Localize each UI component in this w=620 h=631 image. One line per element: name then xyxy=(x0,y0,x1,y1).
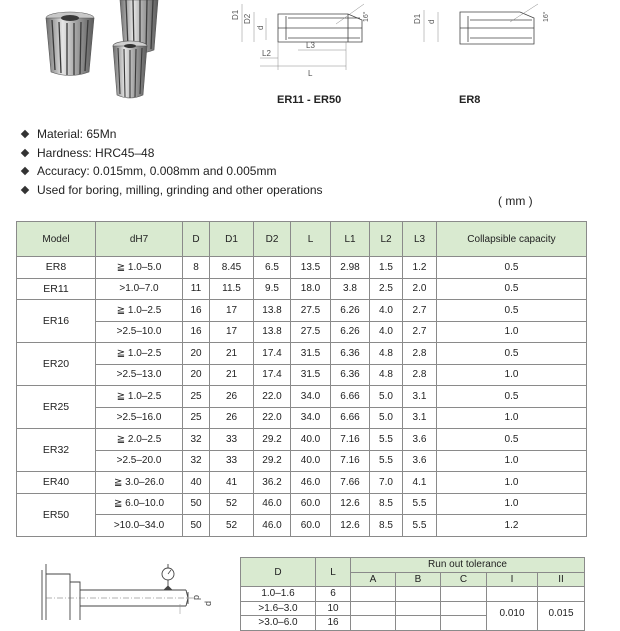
l-cell: 27.5 xyxy=(291,300,331,322)
model-cell: ER32 xyxy=(17,429,96,472)
l1-cell: 7.16 xyxy=(331,450,370,472)
runout-class-c: C xyxy=(441,572,487,587)
diamond-bullet-icon xyxy=(21,149,29,157)
bullet-usage: Used for boring, milling, grinding and other operations xyxy=(20,181,323,200)
dim-d: d xyxy=(256,25,265,30)
d1-cell: 33 xyxy=(210,450,254,472)
d-cell: 50 xyxy=(183,515,210,537)
runout-dim-p: p xyxy=(191,594,201,600)
runout-value-ii: 0.015 xyxy=(538,601,585,630)
runout-cell-d: >1.6–3.0 xyxy=(241,601,316,616)
d2-cell: 13.8 xyxy=(254,300,291,322)
l2-cell: 4.0 xyxy=(370,300,403,322)
table-row xyxy=(17,343,587,365)
d1-cell: 52 xyxy=(210,493,254,515)
l3-cell: 3.1 xyxy=(403,407,437,429)
d-cell: 16 xyxy=(183,300,210,322)
runout-cell-l: 10 xyxy=(316,601,351,616)
er8-drawing xyxy=(410,0,570,82)
l-cell: 40.0 xyxy=(291,429,331,451)
col-header-model: Model xyxy=(17,222,96,257)
d-cell: 25 xyxy=(183,407,210,429)
l3-cell: 3.1 xyxy=(403,386,437,408)
collapsible-capacity-cell: 1.0 xyxy=(437,321,587,343)
runout-cell-d: 1.0–1.6 xyxy=(241,587,316,602)
model-cell: ER20 xyxy=(17,343,96,386)
model-cell: ER8 xyxy=(17,257,96,279)
l1-cell: 2.98 xyxy=(331,257,370,279)
d-cell: 16 xyxy=(183,321,210,343)
table-row xyxy=(17,429,587,451)
model-cell: ER16 xyxy=(17,300,96,343)
l3-cell: 2.7 xyxy=(403,300,437,322)
runout-class-i: I xyxy=(487,572,538,587)
d1-cell: 8.45 xyxy=(210,257,254,279)
l-cell: 27.5 xyxy=(291,321,331,343)
runout-figure xyxy=(16,560,216,620)
collapsible-capacity-cell: 0.5 xyxy=(437,278,587,300)
runout-cell-a xyxy=(351,616,396,631)
l-cell: 31.5 xyxy=(291,364,331,386)
l3-cell: 2.8 xyxy=(403,343,437,365)
l1-cell: 6.66 xyxy=(331,386,370,408)
col-header-l3: L3 xyxy=(403,222,437,257)
l3-cell: 5.5 xyxy=(403,493,437,515)
l2-cell: 5.5 xyxy=(370,450,403,472)
l2-cell: 4.0 xyxy=(370,321,403,343)
runout-cell-b xyxy=(396,587,441,602)
d2-cell: 6.5 xyxy=(254,257,291,279)
table-row xyxy=(17,278,587,300)
d-cell: 40 xyxy=(183,472,210,494)
collapsible-capacity-cell: 1.0 xyxy=(437,407,587,429)
d1-cell: 41 xyxy=(210,472,254,494)
l1-cell: 6.26 xyxy=(331,300,370,322)
l1-cell: 7.66 xyxy=(331,472,370,494)
l-cell: 46.0 xyxy=(291,472,331,494)
l-cell: 34.0 xyxy=(291,386,331,408)
spec-bullet-list xyxy=(20,125,323,199)
collapsible-capacity-cell: 1.0 xyxy=(437,493,587,515)
dh7-cell: >10.0–34.0 xyxy=(96,515,183,537)
runout-cell-a xyxy=(351,587,396,602)
table-row xyxy=(17,386,587,408)
runout-header-row-1 xyxy=(241,558,585,573)
d2-cell: 36.2 xyxy=(254,472,291,494)
dh7-cell: >1.0–7.0 xyxy=(96,278,183,300)
collet-small xyxy=(113,41,147,98)
dim-L3: L3 xyxy=(306,41,315,50)
runout-cell-c xyxy=(441,616,487,631)
d2-cell: 17.4 xyxy=(254,364,291,386)
dh7-cell: >2.5–10.0 xyxy=(96,321,183,343)
dh7-cell: ≧ 6.0–10.0 xyxy=(96,493,183,515)
l1-cell: 12.6 xyxy=(331,493,370,515)
bullet-accuracy: Accuracy: 0.015mm, 0.008mm and 0.005mm xyxy=(20,162,323,181)
col-header-l2: L2 xyxy=(370,222,403,257)
dh7-cell: >2.5–13.0 xyxy=(96,364,183,386)
l-cell: 18.0 xyxy=(291,278,331,300)
collapsible-capacity-cell: 0.5 xyxy=(437,343,587,365)
l1-cell: 3.8 xyxy=(331,278,370,300)
d2-cell: 29.2 xyxy=(254,429,291,451)
runout-class-ii: II xyxy=(538,572,585,587)
table-row xyxy=(17,257,587,279)
l2-cell: 7.0 xyxy=(370,472,403,494)
runout-cell-l: 6 xyxy=(316,587,351,602)
d1-cell: 52 xyxy=(210,515,254,537)
collapsible-capacity-cell: 1.0 xyxy=(437,450,587,472)
table-row xyxy=(17,515,587,537)
d2-cell: 22.0 xyxy=(254,407,291,429)
l3-cell: 1.2 xyxy=(403,257,437,279)
runout-col-l: L xyxy=(316,558,351,587)
d2-cell: 29.2 xyxy=(254,450,291,472)
runout-cell-ii xyxy=(538,587,585,602)
runout-cell-l: 16 xyxy=(316,616,351,631)
bullet-hardness: Hardness: HRC45–48 xyxy=(20,144,323,163)
runout-row xyxy=(241,601,585,616)
l1-cell: 6.26 xyxy=(331,321,370,343)
table-row xyxy=(17,321,587,343)
l2-cell: 5.0 xyxy=(370,407,403,429)
runout-cell-i xyxy=(487,587,538,602)
d2-cell: 46.0 xyxy=(254,493,291,515)
dh7-cell: ≧ 2.0–2.5 xyxy=(96,429,183,451)
l3-cell: 5.5 xyxy=(403,515,437,537)
model-cell: ER40 xyxy=(17,472,96,494)
dim-L: L xyxy=(308,69,313,78)
dh7-cell: ≧ 1.0–2.5 xyxy=(96,343,183,365)
d1-cell: 21 xyxy=(210,343,254,365)
col-header-d2: D2 xyxy=(254,222,291,257)
l3-cell: 2.0 xyxy=(403,278,437,300)
col-header-dh7: dH7 xyxy=(96,222,183,257)
d-cell: 11 xyxy=(183,278,210,300)
runout-class-b: B xyxy=(396,572,441,587)
l1-cell: 6.36 xyxy=(331,343,370,365)
runout-class-a: A xyxy=(351,572,396,587)
runout-cell-a xyxy=(351,601,396,616)
runout-value-i: 0.010 xyxy=(487,601,538,630)
l-cell: 60.0 xyxy=(291,515,331,537)
d1-cell: 21 xyxy=(210,364,254,386)
dh7-cell: ≧ 1.0–2.5 xyxy=(96,386,183,408)
l1-cell: 7.16 xyxy=(331,429,370,451)
collapsible-capacity-cell: 1.0 xyxy=(437,472,587,494)
col-header-collapsible-capacity: Collapsible capacity xyxy=(437,222,587,257)
table-row xyxy=(17,450,587,472)
model-cell: ER11 xyxy=(17,278,96,300)
d1-cell: 26 xyxy=(210,386,254,408)
runout-cell-b xyxy=(396,616,441,631)
er8-dim-angle: 16° xyxy=(543,11,550,22)
er11-er50-label: ER11 - ER50 xyxy=(277,94,342,106)
d2-cell: 9.5 xyxy=(254,278,291,300)
d-cell: 20 xyxy=(183,364,210,386)
l-cell: 60.0 xyxy=(291,493,331,515)
diamond-bullet-icon xyxy=(21,167,29,175)
spec-table-body xyxy=(17,257,587,537)
runout-row xyxy=(241,587,585,602)
dial-gauge-icon xyxy=(162,564,174,580)
dh7-cell: ≧ 1.0–5.0 xyxy=(96,257,183,279)
collapsible-capacity-cell: 1.2 xyxy=(437,515,587,537)
d-cell: 50 xyxy=(183,493,210,515)
runout-title: Run out tolerance xyxy=(351,558,585,573)
er8-dim-d: d xyxy=(427,19,436,24)
runout-cell-c xyxy=(441,587,487,602)
runout-cell-c xyxy=(441,601,487,616)
diamond-bullet-icon xyxy=(21,130,29,138)
d1-cell: 17 xyxy=(210,300,254,322)
table-row xyxy=(17,493,587,515)
l-cell: 13.5 xyxy=(291,257,331,279)
bullet-material: Material: 65Mn xyxy=(20,125,323,144)
d2-cell: 46.0 xyxy=(254,515,291,537)
col-header-l: L xyxy=(291,222,331,257)
l1-cell: 6.66 xyxy=(331,407,370,429)
l3-cell: 3.6 xyxy=(403,450,437,472)
col-header-d1: D1 xyxy=(210,222,254,257)
l1-cell: 12.6 xyxy=(331,515,370,537)
dh7-cell: ≧ 1.0–2.5 xyxy=(96,300,183,322)
d-cell: 20 xyxy=(183,343,210,365)
collapsible-capacity-cell: 1.0 xyxy=(437,364,587,386)
er8-label: ER8 xyxy=(459,94,481,106)
l2-cell: 2.5 xyxy=(370,278,403,300)
collapsible-capacity-cell: 0.5 xyxy=(437,429,587,451)
diamond-bullet-icon xyxy=(21,186,29,194)
collapsible-capacity-cell: 0.5 xyxy=(437,300,587,322)
er11-er50-drawing xyxy=(228,0,378,82)
collapsible-capacity-cell: 0.5 xyxy=(437,257,587,279)
runout-dim-d: d xyxy=(203,600,213,606)
runout-col-d: D xyxy=(241,558,316,587)
d-cell: 32 xyxy=(183,450,210,472)
collet-spec-table xyxy=(16,221,587,537)
l2-cell: 4.8 xyxy=(370,364,403,386)
dim-D2: D2 xyxy=(243,13,252,24)
d2-cell: 17.4 xyxy=(254,343,291,365)
unit-label: ( mm ) xyxy=(498,194,533,208)
model-cell: ER50 xyxy=(17,493,96,536)
dim-L2: L2 xyxy=(262,49,271,58)
l2-cell: 5.5 xyxy=(370,429,403,451)
l2-cell: 5.0 xyxy=(370,386,403,408)
l2-cell: 4.8 xyxy=(370,343,403,365)
d-cell: 25 xyxy=(183,386,210,408)
table-row xyxy=(17,364,587,386)
d-cell: 32 xyxy=(183,429,210,451)
l3-cell: 4.1 xyxy=(403,472,437,494)
runout-cell-b xyxy=(396,601,441,616)
er8-dim-D1: D1 xyxy=(413,13,422,24)
dh7-cell: >2.5–20.0 xyxy=(96,450,183,472)
l2-cell: 1.5 xyxy=(370,257,403,279)
dim-angle: 16° xyxy=(363,11,370,22)
dh7-cell: >2.5–16.0 xyxy=(96,407,183,429)
runout-cell-d: >3.0–6.0 xyxy=(241,616,316,631)
col-header-l1: L1 xyxy=(331,222,370,257)
table-row xyxy=(17,472,587,494)
table-row xyxy=(17,300,587,322)
d1-cell: 33 xyxy=(210,429,254,451)
collet-photo xyxy=(40,0,160,105)
collet-medium xyxy=(46,12,94,76)
col-header-d: D xyxy=(183,222,210,257)
dim-D1: D1 xyxy=(231,9,240,20)
runout-tolerance-table xyxy=(240,557,585,631)
spec-table-header xyxy=(17,222,587,257)
dh7-cell: ≧ 3.0–26.0 xyxy=(96,472,183,494)
l-cell: 34.0 xyxy=(291,407,331,429)
d1-cell: 11.5 xyxy=(210,278,254,300)
d1-cell: 17 xyxy=(210,321,254,343)
l3-cell: 3.6 xyxy=(403,429,437,451)
d1-cell: 26 xyxy=(210,407,254,429)
table-row xyxy=(17,407,587,429)
d2-cell: 13.8 xyxy=(254,321,291,343)
d-cell: 8 xyxy=(183,257,210,279)
model-cell: ER25 xyxy=(17,386,96,429)
l-cell: 31.5 xyxy=(291,343,331,365)
l1-cell: 6.36 xyxy=(331,364,370,386)
l2-cell: 8.5 xyxy=(370,515,403,537)
l-cell: 40.0 xyxy=(291,450,331,472)
l3-cell: 2.7 xyxy=(403,321,437,343)
collapsible-capacity-cell: 0.5 xyxy=(437,386,587,408)
l2-cell: 8.5 xyxy=(370,493,403,515)
d2-cell: 22.0 xyxy=(254,386,291,408)
l3-cell: 2.8 xyxy=(403,364,437,386)
